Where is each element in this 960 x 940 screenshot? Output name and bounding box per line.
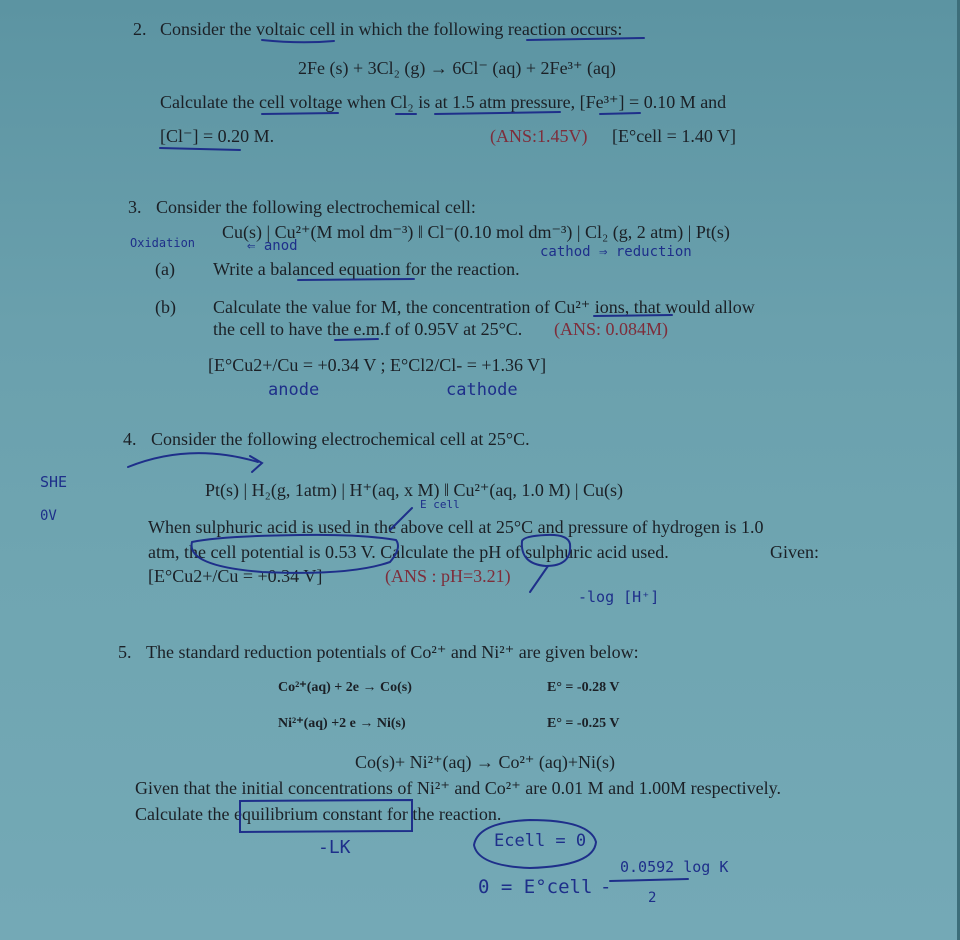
q5-number: 5. [118, 642, 132, 662]
q3-b-label: (b) [155, 297, 176, 317]
fraction-bar [610, 879, 688, 881]
q5-note-formula-left: 0 = E°cell [478, 876, 593, 898]
q3-b-line2: the cell to have the e.m.f of 0.95V at 25°C. [213, 319, 523, 339]
q4-line3: [E°Cu2+/Cu = +0.34 V] [148, 566, 323, 586]
q5-note-formula-den: 2 [648, 890, 657, 906]
q4-note-she: SHE [40, 473, 68, 491]
q3-note-anode: anode [268, 380, 320, 400]
q5-eq1-potential: E° = -0.28 V [547, 680, 620, 695]
q3-b-answer: (ANS: 0.084M) [554, 319, 669, 339]
q5-eq1: Co²⁺(aq) + 2e → Co(s) [278, 680, 412, 695]
q3-note-cathode: cathode [446, 380, 518, 400]
q3-note-cathod: cathod ⇒ reduction [540, 244, 692, 260]
q5-note-ecell0: Ecell = 0 [494, 831, 587, 851]
q3-number: 3. [128, 197, 142, 217]
q4-cell: Pt(s) | H₂(g, 1atm) | H⁺(aq, x M) ‖ Cu²⁺(aq, 1.0 M) | Cu(s) [205, 480, 623, 500]
q4-note-ecell: E cell [420, 498, 460, 511]
q2-reaction: 2Fe (s) + 3Cl₂ (g) → 6Cl⁻ (aq) + 2Fe³⁺ (aq) [298, 58, 616, 78]
q4-number: 4. [123, 429, 137, 449]
q3-note-anod: ⇐ anod [247, 238, 298, 254]
q4-line1: When sulphuric acid is used in the above cell at 25°C and pressure of hydrogen is 1.0 [148, 517, 764, 537]
q4-note-log: -log [H⁺] [578, 588, 660, 606]
q5-intro: The standard reduction potentials of Co²⁺ and Ni²⁺ are given below: [146, 642, 639, 662]
circle-pointer [530, 566, 548, 592]
q5-line2: Calculate the equilibrium constant for the reaction. [135, 804, 502, 824]
q3-a-label: (a) [155, 259, 175, 279]
q3-a-text: Write a balanced equation for the reaction. [213, 259, 520, 279]
q2-number: 2. [133, 19, 147, 39]
q5-eq2: Ni²⁺(aq) +2 e → Ni(s) [278, 716, 406, 731]
q2-given: [E°cell = 1.40 V] [612, 126, 736, 146]
q3-cell: Cu(s) | Cu²⁺(M mol dm⁻³) ‖ Cl⁻(0.10 mol dm⁻³) | Cl₂ (g, 2 atm) | Pt(s) [222, 222, 730, 242]
q2-line1: Calculate the cell voltage when Cl₂ is at 1.5 atm pressure, [Fe³⁺] = 0.10 M and [160, 92, 727, 112]
q3-potentials: [E°Cu2+/Cu = +0.34 V ; E°Cl2/Cl- = +1.36 V] [208, 355, 547, 375]
q4-note-0v: 0V [40, 508, 57, 524]
underline-cell-voltage [262, 113, 338, 114]
q4-line2: atm, the cell potential is 0.53 V. Calculate the pH of sulphuric acid used. [148, 542, 669, 562]
q5-reaction: Co(s)+ Ni²⁺(aq) → Co²⁺ (aq)+Ni(s) [355, 752, 616, 772]
arrow-cell-direction [128, 453, 258, 467]
q4-given-label: Given: [770, 542, 819, 562]
q5-note-k: -LK [318, 837, 351, 858]
underline-voltaic-cell [262, 40, 334, 42]
q4-intro: Consider the following electrochemical cell at 25°C. [151, 429, 530, 449]
q2-answer: (ANS:1.45V) [490, 126, 588, 146]
q3-note-oxidation: Oxidation [130, 236, 196, 250]
q5-line1: Given that the initial concentrations of Ni²⁺ and Co²⁺ are 0.01 M and 1.00M respectively. [135, 778, 781, 798]
q3-b-line1: Calculate the value for M, the concentration of Cu²⁺ ions, that would allow [213, 297, 755, 317]
q3-intro: Consider the following electrochemical cell: [156, 197, 476, 217]
q5-note-minus: - [600, 876, 612, 898]
q5-note-formula-num: 0.0592 log K [620, 858, 729, 876]
q5-eq2-potential: E° = -0.25 V [547, 716, 620, 731]
q4-answer: (ANS : pH=3.21) [385, 566, 511, 586]
underline-cl-conc [160, 148, 240, 150]
arrow-head [250, 456, 262, 472]
q2-intro: Consider the voltaic cell in which the following reaction occurs: [160, 19, 623, 39]
underline-fe-conc [600, 113, 640, 114]
q2-line2: [Cl⁻] = 0.20 M. [160, 126, 275, 146]
